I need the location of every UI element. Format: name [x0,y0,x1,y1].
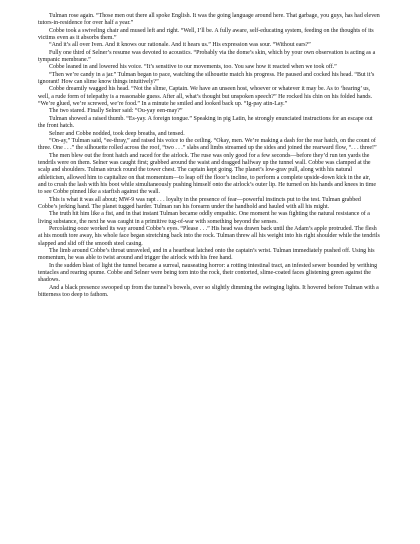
paragraph: The truth hit him like a fist, and in that instant Tulman became oddly empathic. One moment he was fighting the natural resistance of a living substance, the next he was caught in a primitive tug-of-war with something beyond the senses. [38,211,370,225]
paragraph: The men blew out the front hatch and raced for the airlock. The ruse was only good for a few seconds—before they’d run ten yards the tendrils were on them. Selner was caught first; grabbed around the waist and dragged halfway up the tunnel wall. Cobbe was clamped at the scalp and shoulders. Tulman struck round the tower chest. The captain kept going. The planet’s low-grav pull, along with his natural athleticism, allowed him to capitalize on that momentum—to leap off the floor’s incline, to perform a complete upside-down kick in the air, and to crush the lash with his boot while simultaneously pushing himself onto the airlock’s outer lip. He turned on his hands and knees in time to see Cobbe pinned like a starfish against the wall. [38,152,377,196]
paragraph: In the sudden blast of light the tunnel became a surreal, nauseating horror: a rotting intestinal tract, an infested sewer bounded by writhing tentacles and rearing spume. Cobbe and Selner were being torn into the rock, their contorted, slime-coated faces glistening green against the shadows. [38,262,378,284]
paragraph: Selner and Cobbe nodded, took deep breaths, and tensed. [49,130,185,137]
paragraph: Cobbe took a swiveling chair and mused left and right. “Well, I’ll be. A fully aware, self-educating system, feeding on the thoughts of its victims even as it absorbs them.” [38,27,374,42]
paragraph: And a black presence swooped up from the tunnel’s bowels, ever so slightly dimming the swinging lights. It hovered before Tulman with a bitterness too deep to fathom. [38,284,379,299]
paragraph: Cobbe dreamily wagged his head. “Not the slime, Captain. We have an unseen host, whoever or whatever it may be. As to ‘hearing’ us, well, a rude form of telepathy is a reasonable guess. After all, what’s thought but unspoken speech?” He rocked his chin on his folded hands. “We’re glued, we’re screwed, we’re food.” In a minute he smiled and looked back up. “Ig-pay atin-Lay.” [38,86,373,108]
paragraph: Cobbe leaned in and lowered his voice. “It’s sensitive to our movements, too. You saw how it reacted when we took off.” [49,64,337,71]
paragraph: The two stared. Finally Selner said: “Ou-yay een-may?” [49,108,183,115]
paragraph: “And it’s all over Iven. And it knows our rationale. And it hears us.” His expression was sour. “Without ears?” [49,42,311,49]
paragraph: Percolating ooze worked its way around Cobbe’s eyes. “Please . . .” His head was drawn back until the Adam’s apple protruded. The flesh at his mouth tore away, his whole face began stretching back into the rock. Tulman threw all his weight into his right shoulder while the tendrils slapped and slid off the smooth steel casing. [38,225,380,247]
paragraph: Tulman showed a raised thumb. “Es-yay. A foreign tongue.” Speaking in pig Latin, he strongly enunciated instructions for an escape out the front hatch. [38,115,373,130]
paragraph: The limb around Cobbe’s throat unraveled, and in a heartbeat latched onto the captain’s wrist. Tulman immediately pushed off. Using his momentum, he was able to twist around and trigger the airlock with his free hand. [38,248,375,262]
paragraph: This is what it was all about; MW-9 was rapt . . . loyalty in the presence of fear—powerful instincts put to the test. Tulman grabbed Cobbe’s jerking hand. The planet tugged harder. Tulman ran his forearm under the handhold and hauled with all his might. [38,196,361,210]
paragraph: Fully one third of Selner’s resume was devoted to acoustics. “Probably via the dome’s skin, which by your own observation is acting as a tympanic membrane.” [38,49,376,64]
paragraph: “Then we’re candy in a jar.” Tulman began to pace, watching the silhouette match his progress. He paused and cocked his head. “But it’s ignorant! How can slime know things intuitively?” [38,71,375,86]
paragraph: “On-ay,” Tulman said, “ee-thray,” and raised his voice to the ceiling. “Okay, men. We’re making a dash for the rear hatch, on the count of three. One . . .” the silhouette rolled across the roof, “two . . .” slabs and limbs streamed up the sides and joined the rearward flow, “. . . three!” [38,137,377,152]
paragraph: Tulman rose again. “Those men out there all spoke English. It was the going language around here. That garbage, you guys, has had eleven tutors-in-residence for over half a year.” [38,13,380,27]
